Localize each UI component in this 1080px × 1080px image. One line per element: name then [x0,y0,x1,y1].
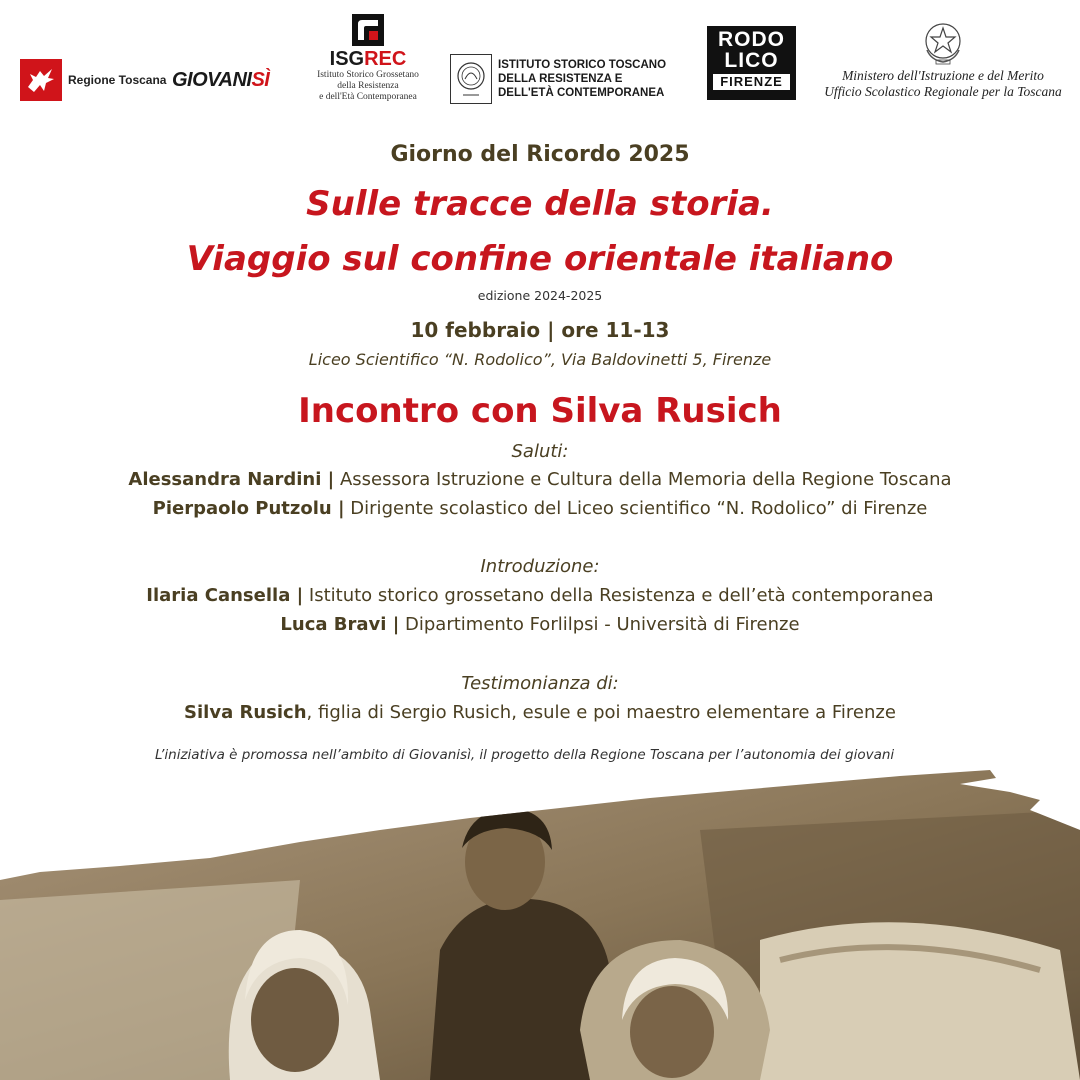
footnote: L’iniziativa è promossa nell’ambito di Giovanisì, il progetto della Regione Toscana per l’autonomia dei giovani [155,747,895,763]
speaker-row [0,497,1080,521]
event-day: Giorno del Ricordo 2025 [390,142,690,167]
meeting-title: Incontro con Silva Rusich [298,391,782,431]
speaker-name: Ilaria Cansella | [146,585,304,606]
speaker-row [0,701,1080,725]
event-title-line-1: Sulle tracce della storia. [306,184,774,224]
speaker-row [0,468,1080,492]
isgrec-name-part2: REC [364,48,407,70]
isgrec-sub-line-2: della Resistenza [337,81,399,91]
edition-label: edizione 2024-2025 [477,288,603,303]
istituto-line-3: DELL'ETÀ CONTEMPORANEA [498,87,665,99]
istituto-line-2: DELLA RESISTENZA E [498,73,623,85]
speaker-row [0,584,1080,608]
italian-republic-emblem-icon [921,20,965,66]
speaker-role: , figlia di Sergio Rusich, esule e poi maestro elementare a Firenze [306,702,896,723]
isgrec-name-part1: ISG [329,48,365,70]
speaker-name: Luca Bravi | [280,614,400,635]
isgrec-name [308,48,428,70]
giovanisi-label-part1: GIOVANI [172,69,252,91]
speaker-role: Assessora Istruzione e Cultura della Memoria della Regione Toscana [334,469,952,490]
giovanisi-logo [172,62,282,98]
date-time: 10 febbraio | ore 11-13 [410,318,670,342]
historical-photo [0,770,1080,1080]
event-title-line-2: Viaggio sul confine orientale italiano [186,239,894,279]
venue: Liceo Scientifico “N. Rodolico”, Via Baldovinetti 5, Firenze [308,350,772,369]
istituto-storico-toscano-text [498,58,666,100]
rodolico-line-3: FIRENZE [713,74,790,90]
logo-strip [0,0,1080,135]
speaker-name: Silva Rusich [184,702,307,723]
testimonianza-label: Testimonianza di: [461,673,619,694]
speaker-name: Alessandra Nardini | [128,469,335,490]
ministero-line-1: Ministero dell'Istruzione e del Merito [842,68,1044,83]
pegasus-icon [20,59,62,101]
speaker-name: Pierpaolo Putzolu | [152,498,345,519]
speaker-row [0,613,1080,637]
speaker-role: Dipartimento Forlilpsi - Università di Firenze [399,614,800,635]
regione-toscana-label: Regione Toscana [68,73,167,87]
isgrec-logo [308,14,428,114]
introduzione-label: Introduzione: [480,556,600,577]
regione-toscana-logo [20,58,170,102]
istituto-storico-toscano-logo [450,52,680,106]
speaker-role: Dirigente scolastico del Liceo scientifico “N. Rodolico” di Firenze [344,498,928,519]
speaker-role: Istituto storico grossetano della Resistenza e dell’età contemporanea [303,585,934,606]
giovanisi-label-part2: SÌ [251,69,270,91]
ministero-logo [818,20,1068,116]
isgrec-sub-line-3: e dell'Età Contemporanea [319,92,417,102]
istituto-line-1: ISTITUTO STORICO TOSCANO [498,59,667,71]
rodolico-line-2: LICO [724,49,779,72]
seal-icon [450,54,492,104]
isgrec-sub-line-1: Istituto Storico Grossetano [317,70,419,80]
ministero-line-2: Ufficio Scolastico Regionale per la Toscana [824,84,1062,99]
rodolico-line-1: RODO [718,28,785,51]
rodolico-logo [707,26,796,100]
isgrec-mark-icon [352,14,384,46]
saluti-label: Saluti: [511,441,569,462]
